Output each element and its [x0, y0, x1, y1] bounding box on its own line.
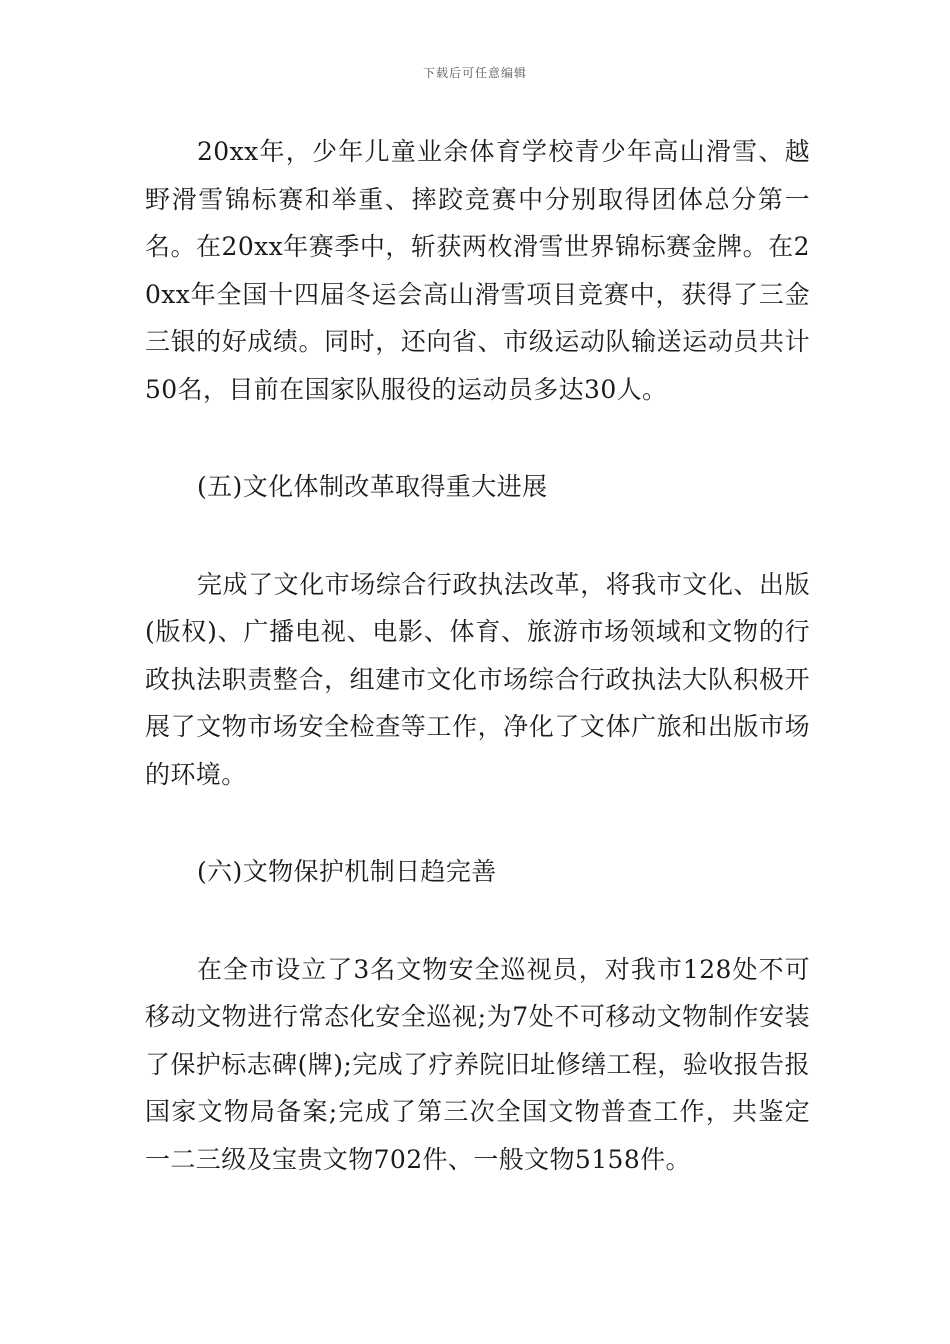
- paragraph-heritage-protection: 在全市设立了3名文物安全巡视员，对我市128处不可移动文物进行常态化安全巡视;为7处不可移动文物制作安装了保护标志碑(牌);完成了疗养院旧址修缮工程，验收报告报国家文物局备案;完成了第三次全国文物普查工作，共鉴定一二三级及宝贵文物702件、一般文物5158件。: [145, 954, 810, 1174]
- page-header: 下载后可任意编辑: [422, 66, 527, 80]
- section-heading-heritage-protection: (六)文物保护机制日趋完善: [197, 857, 497, 886]
- document-body: [145, 128, 810, 1183]
- section-heading-culture-reform: (五)文化体制改革取得重大进展: [197, 472, 548, 501]
- paragraph-sports-achievements: 20xx年，少年儿童业余体育学校青少年高山滑雪、越野滑雪锦标赛和举重、摔跤竞赛中分别取得团体总分第一名。在20xx年赛季中，斩获两枚滑雪世界锦标赛金牌。在20xx年全国十四届冬运会高山滑雪项目竞赛中，获得了三金三银的好成绩。同时，还向省、市级运动队输送运动员共计50名，目前在国家队服役的运动员多达30人。: [145, 137, 810, 404]
- paragraph-culture-reform: 完成了文化市场综合行政执法改革，将我市文化、出版(版权)、广播电视、电影、体育、旅游市场领域和文物的行政执法职责整合，组建市文化市场综合行政执法大队积极开展了文物市场安全检查等工作，净化了文体广旅和出版市场的环境。: [145, 569, 810, 789]
